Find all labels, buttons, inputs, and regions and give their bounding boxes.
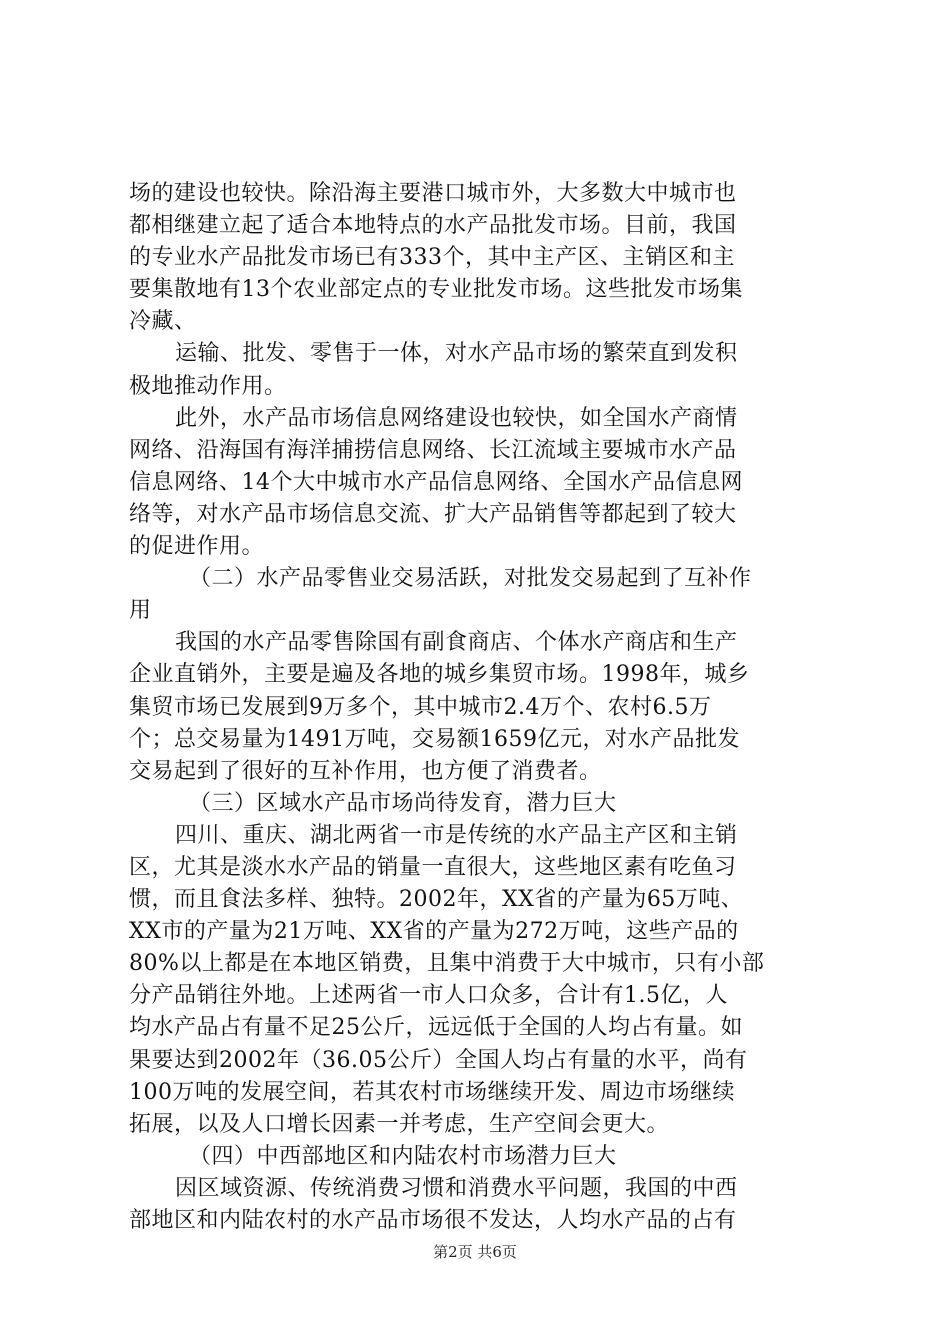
text-line: 企业直销外，主要是遍及各地的城乡集贸市场。1998年，城乡 [129,662,750,688]
text-line: 拓展，以及人口增长因素一并考虑，生产空间会更大。 [129,1111,670,1137]
text-line: 要集散地有13个农业部定点的专业批发市场。这些批发市场集 [129,277,743,303]
paragraph-start: 我国的水产品零售除国有副食商店、个体水产商店和生产 [175,630,738,656]
section-heading: （四）中西部地区和内陆农村市场潜力巨大 [189,1143,617,1169]
text-line: 冷藏、 [129,309,197,335]
text-line: 信息网络、14个大中城市水产品信息网络、全国水产品信息网 [129,469,743,495]
text-line: 部地区和内陆农村的水产品市场很不发达，人均水产品的占有 [129,1208,737,1233]
text-line: 惯，而且食法多样、独特。2002年，XX省的产量为65万吨、 [129,887,744,913]
paragraph-start: 因区域资源、传统消费习惯和消费水平问题，我国的中西 [175,1175,738,1201]
text-line: 的促进作用。 [129,534,265,560]
paragraph-start: 此外，水产品市场信息网络建设也较快，如全国水产商情 [175,405,738,431]
section-heading: （二）水产品零售业交易活跃，对批发交易起到了互补作 [189,566,752,592]
text-line: 交易起到了很好的互补作用，也方便了消费者。 [129,758,602,784]
paragraph-start: 四川、重庆、湖北两省一市是传统的水产品主产区和主销 [175,822,738,848]
text-line: 个；总交易量为1491万吨，交易额1659亿元，对水产品批发 [129,726,740,752]
text-line: 分产品销往外地。上述两省一市人口众多，合计有1.5亿，人 [129,983,728,1009]
page-number-footer: 第2页 共6页 [433,1243,517,1261]
document-body [129,178,829,1237]
text-line: 用 [129,598,152,624]
text-line: 络等，对水产品市场信息交流、扩大产品销售等都起到了较大 [129,501,737,527]
text-line: 果要达到2002年（36.05公斤）全国人均占有量的水平，尚有 [129,1047,748,1073]
text-line: 场的建设也较快。除沿海主要港口城市外，大多数大中城市也 [129,181,737,206]
text-line: 极地推动作用。 [129,373,287,399]
text-line: 都相继建立起了适合本地特点的水产品批发市场。目前，我国 [129,213,737,239]
section-heading: （三）区域水产品市场尚待发育，潜力巨大 [189,790,617,816]
text-line: 80%以上都是在本地区销费，且集中消费于大中城市，只有小部 [129,951,765,977]
text-line: 100万吨的发展空间，若其农村市场继续开发、周边市场继续 [129,1079,735,1105]
text-line: 集贸市场已发展到9万多个，其中城市2.4万个、农村6.5万 [129,694,712,720]
text-line: 网络、沿海国有海洋捕捞信息网络、长江流域主要城市水产品 [129,437,737,463]
text-line: 运输、批发、零售于一体，对水产品市场的繁荣直到发积 [175,341,738,367]
text-line: 均水产品占有量不足25公斤，远远低于全国的人均占有量。如 [129,1015,743,1041]
text-line: XX市的产量为21万吨、XX省的产量为272万吨，这些产品的 [129,919,739,945]
text-line: 区，尤其是淡水水产品的销量一直很大，这些地区素有吃鱼习 [129,854,737,880]
text-line: 的专业水产品批发市场已有333个，其中主产区、主销区和主 [129,245,735,271]
